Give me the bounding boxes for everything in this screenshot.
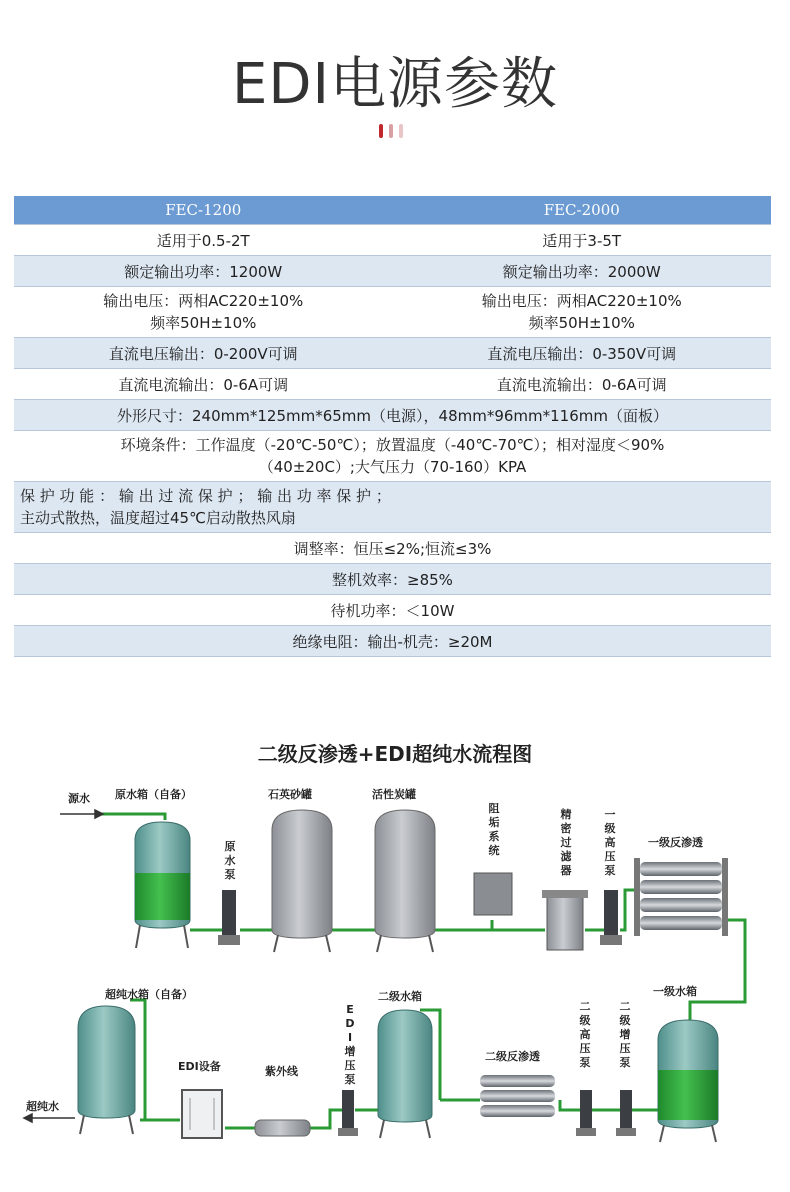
label-carbon: 活性炭罐 <box>372 788 416 801</box>
table-header-row <box>14 196 771 225</box>
high-pressure-pump-2 <box>576 1090 596 1136</box>
first-stage-tank <box>658 1020 718 1142</box>
table-cell: 直流电流输出：0-6A可调 <box>393 369 772 400</box>
label-antiscale: 阻垢系统 <box>488 802 500 857</box>
decoration-bar <box>379 124 383 138</box>
table-row <box>14 482 771 533</box>
table-cell: 输出电压：两相AC220±10% 频率50H±10% <box>393 287 772 338</box>
table-header-cell: FEC-1200 <box>14 196 393 225</box>
label-pure-tank: 超纯水箱（自备） <box>105 988 193 1001</box>
table-cell: 额定输出功率：1200W <box>14 256 393 287</box>
table-cell: 整机效率：≥85% <box>14 564 771 595</box>
raw-water-tank <box>135 822 190 948</box>
title-decoration <box>379 124 403 138</box>
table-row <box>14 400 771 431</box>
table-cell: 保 护 功 能 ： 输 出 过 流 保 护 ； 输 出 功 率 保 护 ； 主动式散热，温度超过45℃启动散热风扇 <box>14 482 771 533</box>
label-tank1: 一级水箱 <box>653 985 697 998</box>
table-row <box>14 369 771 400</box>
table-cell: 调整率：恒压≤2%;恒流≤3% <box>14 533 771 564</box>
table-cell: 外形尺寸：240mm*125mm*65mm（电源），48mm*96mm*116mm（面板） <box>14 400 771 431</box>
table-row <box>14 338 771 369</box>
table-row <box>14 287 771 338</box>
table-cell: 环境条件：工作温度（-20℃-50℃）；放置温度（-40℃-70℃）；相对湿度＜90% （40±20C）;大气压力（70-160）KPA <box>14 431 771 482</box>
label-edi-boost: E D I 增压泵 <box>344 1003 356 1086</box>
activated-carbon-tank <box>375 810 435 952</box>
table-cell: 直流电压输出：0-200V可调 <box>14 338 393 369</box>
table-cell: 适用于3-5T <box>393 225 772 256</box>
table-cell: 待机功率：＜10W <box>14 595 771 626</box>
label-quartz: 石英砂罐 <box>268 788 312 801</box>
table-row <box>14 431 771 482</box>
second-stage-tank <box>378 1010 432 1138</box>
table-cell: 直流电流输出：0-6A可调 <box>14 369 393 400</box>
label-ro2: 二级反渗透 <box>485 1050 540 1063</box>
table-cell: 绝缘电阻：输出-机壳：≥20M <box>14 626 771 657</box>
label-edi: EDI设备 <box>178 1060 221 1073</box>
label-source-water: 源水 <box>68 792 90 805</box>
table-row <box>14 626 771 657</box>
high-pressure-pump-1 <box>600 890 622 945</box>
label-ro1: 一级反渗透 <box>648 836 703 849</box>
label-precision: 精密过滤器 <box>560 808 572 877</box>
antiscale-dosing-box <box>474 873 512 915</box>
second-stage-boost-pump <box>616 1090 636 1136</box>
table-cell: 适用于0.5-2T <box>14 225 393 256</box>
page-title: EDI电源参数 <box>231 52 559 117</box>
table-row <box>14 533 771 564</box>
raw-water-pump <box>218 890 240 945</box>
ro2-membrane-rack <box>480 1075 555 1117</box>
decoration-bar <box>389 124 393 138</box>
table-cell: 直流电压输出：0-350V可调 <box>393 338 772 369</box>
decoration-bar <box>399 124 403 138</box>
label-uv: 紫外线 <box>265 1065 298 1078</box>
flow-diagram <box>0 770 790 1190</box>
table-row <box>14 225 771 256</box>
uv-sterilizer <box>255 1120 310 1136</box>
label-tank2: 二级水箱 <box>378 990 422 1003</box>
table-row <box>14 256 771 287</box>
label-hp2: 二级高压泵 <box>579 1000 591 1069</box>
table-row <box>14 595 771 626</box>
label-pure-water: 超纯水 <box>26 1100 59 1113</box>
label-raw-tank: 原水箱（自备） <box>115 788 192 801</box>
edi-module <box>182 1090 222 1138</box>
ro1-membrane-rack <box>634 858 728 936</box>
table-cell: 输出电压：两相AC220±10% 频率50H±10% <box>14 287 393 338</box>
ultrapure-water-tank <box>78 1006 135 1134</box>
quartz-sand-tank <box>272 810 332 952</box>
label-raw-pump: 原水泵 <box>224 840 236 881</box>
edi-boost-pump <box>338 1090 358 1136</box>
precision-filter <box>542 890 588 950</box>
table-cell: 额定输出功率：2000W <box>393 256 772 287</box>
table-header-cell: FEC-2000 <box>393 196 772 225</box>
table-row <box>14 564 771 595</box>
label-boost2: 二级增压泵 <box>619 1000 631 1069</box>
label-hp1: 一级高压泵 <box>604 808 616 877</box>
flow-title: 二级反渗透+EDI超纯水流程图 <box>257 742 533 766</box>
parameter-table <box>14 196 771 657</box>
